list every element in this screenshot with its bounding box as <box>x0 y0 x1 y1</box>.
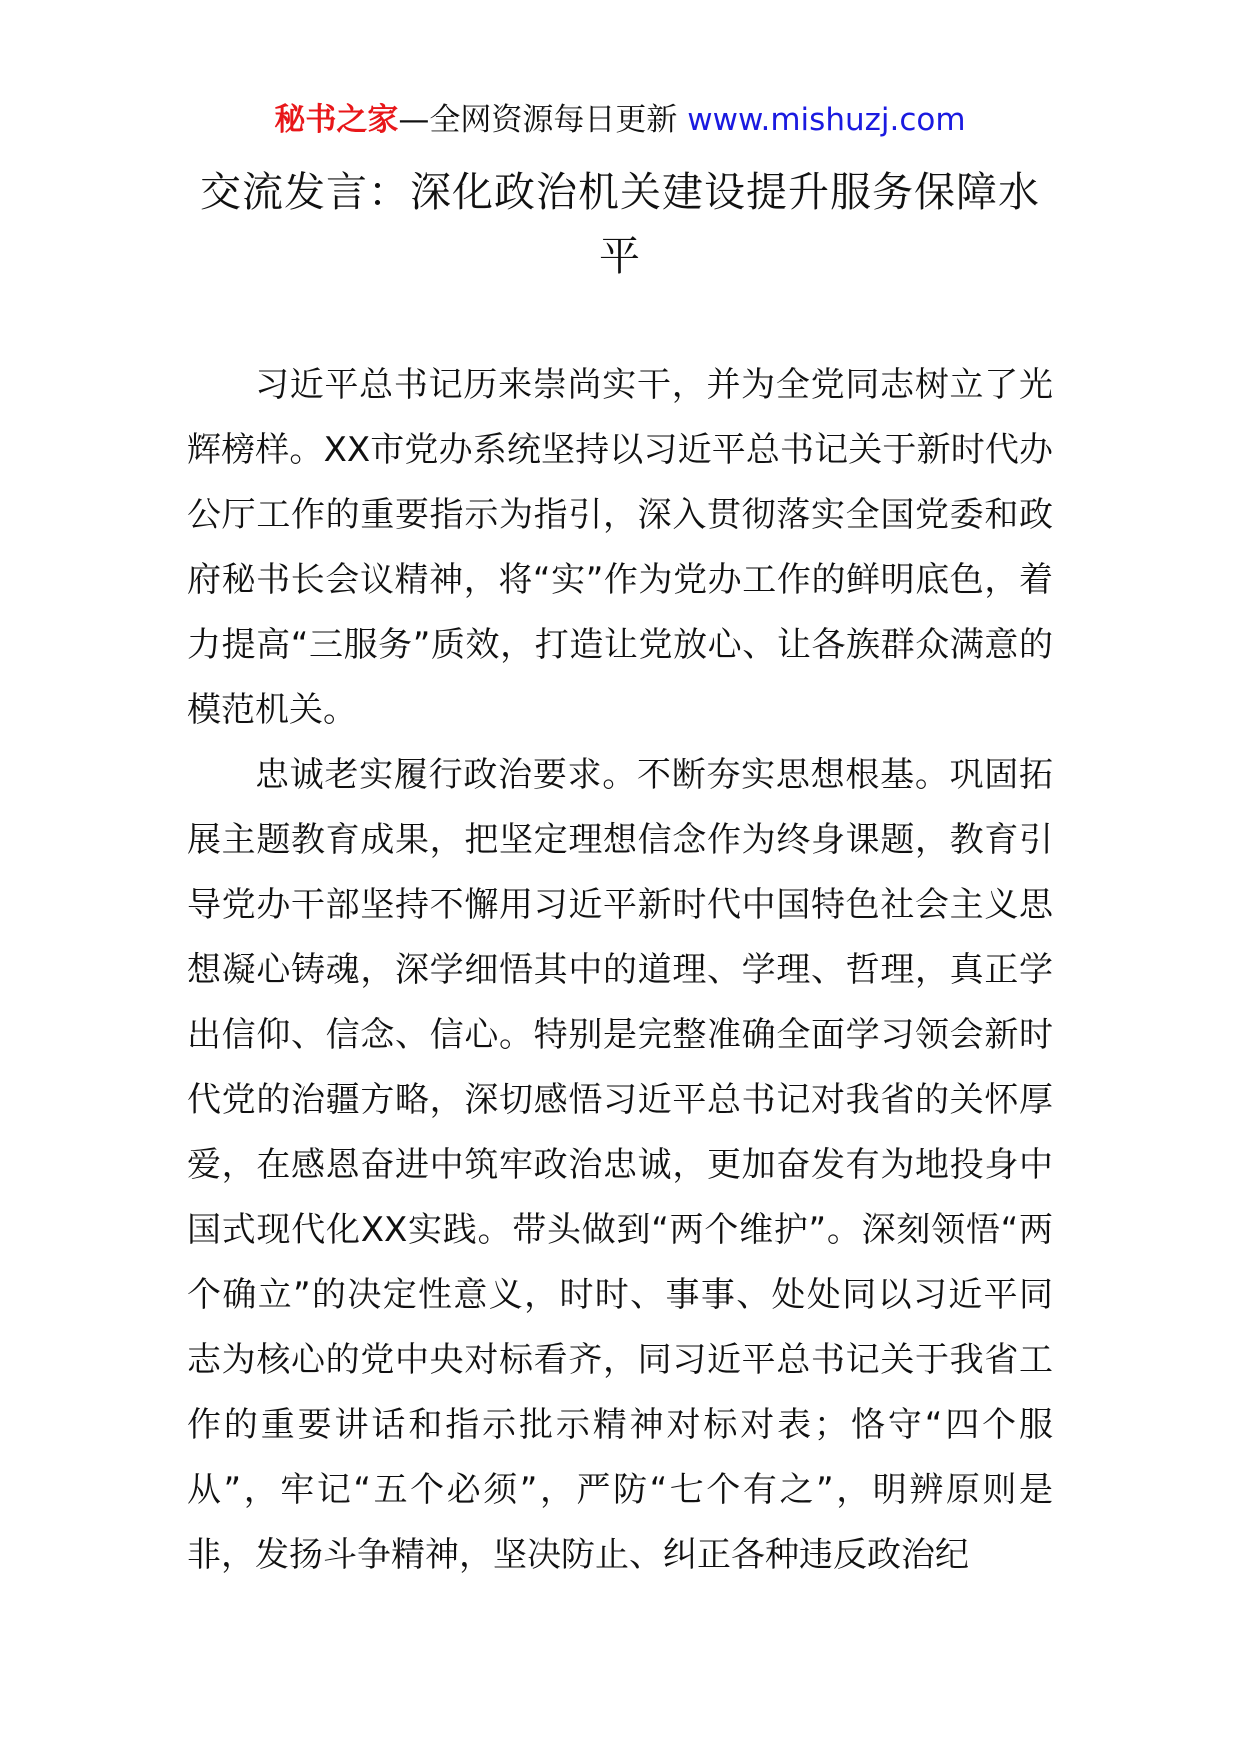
site-header <box>0 98 1240 142</box>
body-paragraph: 忠诚老实履行政治要求。不断夯实思想根基。巩固拓展主题教育成果，把坚定理想信念作为终身课题，教育引导党办干部坚持不懈用习近平新时代中国特色社会主义思想凝心铸魂，深学细悟其中的道理、学理、哲理，真正学出信仰、信念、信心。特别是完整准确全面学习领会新时代党的治疆方略，深切感悟习近平总书记对我省的关怀厚爱，在感恩奋进中筑牢政治忠诚，更加奋发有为地投身中国式现代化XX实践。带头做到“两个维护”。深刻领悟“两个确立”的决定性意义，时时、事事、处处同以习近平同志为核心的党中央对标看齐，同习近平总书记关于我省工作的重要讲话和指示批示精神对标对表；恪守“四个服从”，牢记“五个必须”，严防“七个有之”，明辨原则是非，发扬斗争精神，坚决防止、纠正各种违反政治纪 <box>187 755 1053 1575</box>
site-url: www.mishuzj.com <box>687 102 966 138</box>
document-title: 交流发言：深化政治机关建设提升服务保障水平 <box>200 168 1040 280</box>
body-paragraph: 习近平总书记历来崇尚实干，并为全党同志树立了光辉榜样。XX市党办系统坚持以习近平总书记关于新时代办公厅工作的重要指示为指引，深入贯彻落实全国党委和政府秘书长会议精神，将“实”作为党办工作的鲜明底色，着力提高“三服务”质效，打造让党放心、让各族群众满意的模范机关。 <box>187 365 1053 730</box>
header-tagline: —全网资源每日更新 <box>398 102 688 138</box>
document-body <box>187 353 1053 1588</box>
brand-name: 秘书之家 <box>274 102 399 138</box>
